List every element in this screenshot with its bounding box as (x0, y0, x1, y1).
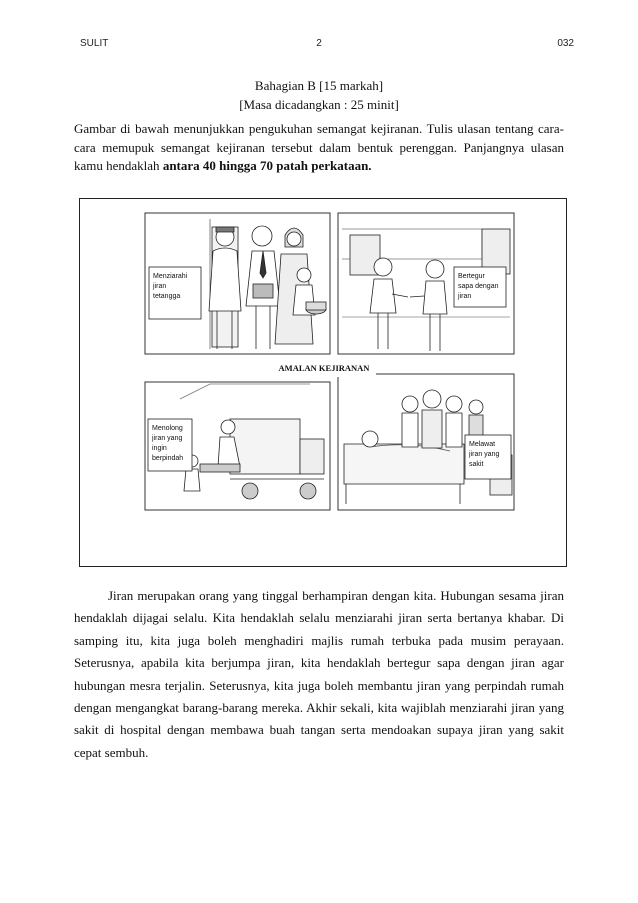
section-time: [Masa dicadangkan : 25 minit] (239, 97, 399, 112)
instructions-text: Gambar di bawah menunjukkan pengukuhan semangat kejiranan. Tulis ulasan tentang cara-cara memupuk semangat kejiranan tersebut dalam bentuk perenggan. Panjangnya ulasan kamu hendaklah (74, 121, 564, 173)
illustration-frame (79, 198, 567, 567)
panel-3-label-line-2: jiran yang (152, 435, 183, 442)
panel-1-label-line-2: jiran (153, 283, 167, 290)
panel-4-label-line-2: jiran yang (469, 451, 500, 458)
essay-paragraph (74, 585, 564, 764)
center-label: AMALAN KEJIRANAN (278, 363, 370, 373)
panel-2-label-line-3: jiran (458, 293, 472, 300)
panel-4-label-line-3: sakit (469, 461, 484, 468)
section-title: Bahagian B [15 markah] (254, 78, 384, 93)
panel-greeting-neighbours (342, 229, 510, 351)
panel-3-label-line-1: Menolong (152, 425, 183, 432)
essay-text: Jiran merupakan orang yang tinggal berhampiran dengan kita. Hubungan sesama jiran hendaklah dijagai selalu. Kita hendaklah selalu menziarahi jiran serta bertanya khabar. Di samping itu, kita juga boleh menghadiri majlis rumah terbuka pada musim perayaan. Seterusnya, apabila kita berjumpa jiran, kita hendaklah bertegur sapa dengan jiran agar hubungan mesra terjalin. Seterusnya, kita juga boleh membantu jiran yang perpindah rumah dengan mengangkat barang-barang mereka. Akhir sekali, kita wajiblah menziarahi jiran yang sakit di hospital dengan membawa buah tangan serta mendoakan supaya jiran yang sakit cepat sembuh. (74, 588, 564, 760)
panel-2-label-line-1: Bertegur (458, 273, 485, 280)
paper-code: 032 (557, 38, 574, 49)
panel-4-label-line-1: Melawat (469, 441, 496, 448)
panel-3-label-line-4: berpindah (152, 455, 184, 462)
panel-2-label-line-2: sapa dengan (458, 283, 499, 290)
instructions (74, 120, 564, 176)
illustration (80, 199, 568, 568)
instructions-bold: antara 40 hingga 70 patah perkataan. (162, 158, 372, 173)
panel-3-label-line-3: ingin (152, 445, 167, 452)
header-sulit: SULIT (80, 38, 109, 49)
panel-visit-neighbours (149, 219, 326, 349)
panel-1-label-line-1: Menziarahi (153, 273, 188, 280)
section-title-block (0, 76, 638, 114)
panel-1-label-line-3: tetangga (153, 293, 181, 300)
page-number: 2 (316, 38, 322, 49)
